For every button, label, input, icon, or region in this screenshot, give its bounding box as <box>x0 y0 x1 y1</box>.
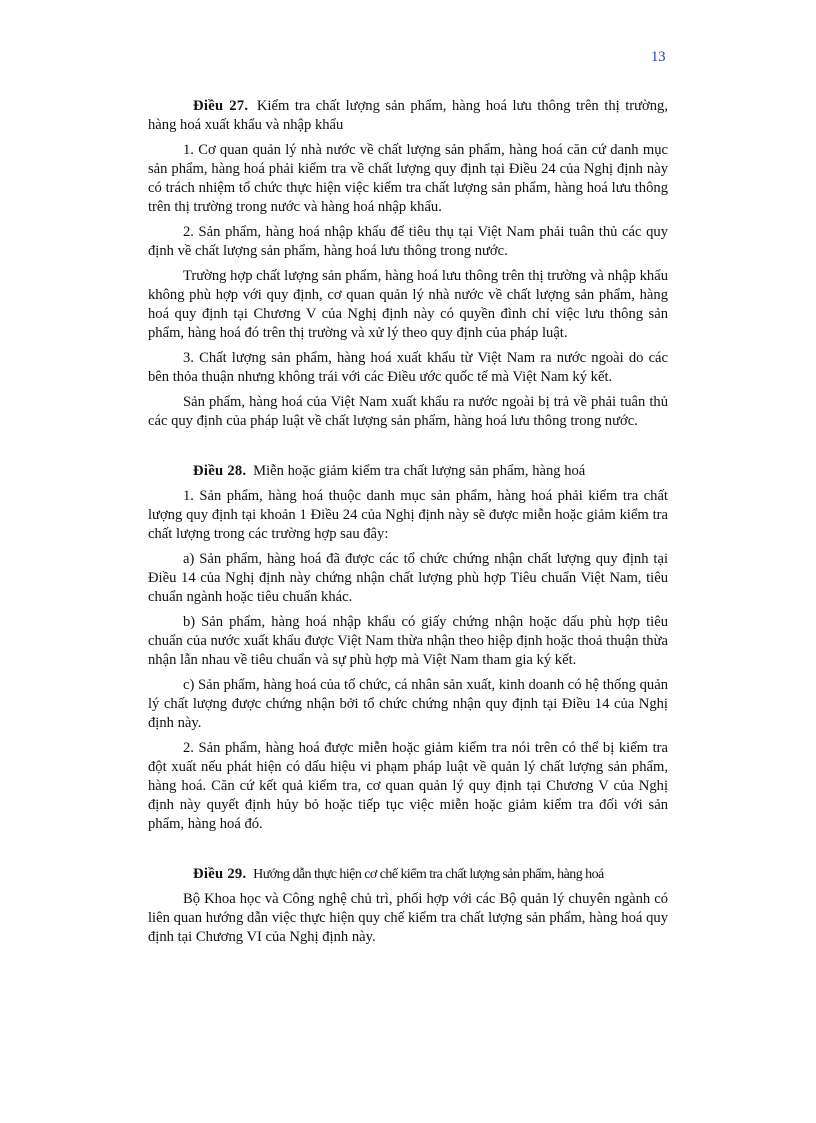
paragraph: 1. Cơ quan quản lý nhà nước về chất lượng sản phẩm, hàng hoá căn cứ danh mục sản phẩm, hàng hoá phải kiểm tra về chất lượng quy định tại Điều 24 của Nghị định này có trách nhiệm tổ chức thực hiện việc kiểm tra chất lượng sản phẩm, hàng hoá lưu thông trên thị trường trong nước và hàng hoá nhập khẩu. <box>148 142 668 215</box>
document-body <box>148 97 668 953</box>
paragraph: Trường hợp chất lượng sản phẩm, hàng hoá lưu thông trên thị trường và nhập khẩu không phù hợp với quy định, cơ quan quản lý nhà nước về chất lượng sản phẩm, hàng hoá quy định tại Chương V của Nghị định này có quyền đình chỉ việc lưu thông sản phẩm, hàng hoá đó trên thị trường và xử lý theo quy định của pháp luật. <box>148 268 668 341</box>
paragraph: 1. Sản phẩm, hàng hoá thuộc danh mục sản phẩm, hàng hoá phải kiểm tra chất lượng quy định tại khoản 1 Điều 24 của Nghị định này sẽ được miễn hoặc giảm kiểm tra chất lượng trong các trường hợp sau đây: <box>148 488 668 542</box>
article-title: Kiểm tra chất lượng sản phẩm, hàng hoá lưu thông trên thị trường, hàng hoá xuất khẩu và nhập khẩu <box>148 98 668 133</box>
article-number: Điều 29. <box>193 866 247 882</box>
paragraph: Bộ Khoa học và Công nghệ chủ trì, phối hợp với các Bộ quản lý chuyên ngành có liên quan hướng dẫn việc thực hiện quy chế kiểm tra chất lượng sản phẩm, hàng hoá quy định tại Chương VI của Nghị định này. <box>148 891 668 945</box>
article-title: Hướng dẫn thực hiện cơ chế kiểm tra chất lượng sản phẩm, hàng hoá <box>253 867 604 882</box>
article-28 <box>148 462 668 834</box>
article-heading <box>148 462 668 481</box>
article-title: Miễn hoặc giảm kiểm tra chất lượng sản phẩm, hàng hoá <box>253 463 586 479</box>
paragraph: a) Sản phẩm, hàng hoá đã được các tổ chức chứng nhận chất lượng quy định tại Điều 14 của Nghị định này chứng nhận chất lượng phù hợp Tiêu chuẩn Việt Nam, tiêu chuẩn ngành hoặc tiêu chuẩn khác. <box>148 551 668 605</box>
article-heading <box>148 97 668 135</box>
article-27 <box>148 97 668 431</box>
paragraph: b) Sản phẩm, hàng hoá nhập khẩu có giấy chứng nhận hoặc dấu phù hợp tiêu chuẩn của nước xuất khẩu được Việt Nam thừa nhận theo hiệp định hoặc thoả thuận thừa nhận lẫn nhau về tiêu chuẩn và sự phù hợp mà Việt Nam tham gia ký kết. <box>148 614 668 668</box>
paragraph: 3. Chất lượng sản phẩm, hàng hoá xuất khẩu từ Việt Nam ra nước ngoài do các bên thỏa thuận nhưng không trái với các Điều ước quốc tế mà Việt Nam ký kết. <box>148 350 668 385</box>
article-number: Điều 27. <box>193 98 249 114</box>
article-29 <box>148 865 668 947</box>
paragraph: c) Sản phẩm, hàng hoá của tổ chức, cá nhân sản xuất, kinh doanh có hệ thống quản lý chất lượng được chứng nhận bởi tổ chức chứng nhận quy định tại Điều 14 của Nghị định này. <box>148 677 668 731</box>
paragraph: 2. Sản phẩm, hàng hoá nhập khẩu để tiêu thụ tại Việt Nam phải tuân thủ các quy định về chất lượng sản phẩm, hàng hoá lưu thông trong nước. <box>148 224 668 259</box>
article-number: Điều 28. <box>193 463 247 479</box>
article-heading <box>148 865 668 884</box>
page-number: 13 <box>651 49 666 65</box>
paragraph: Sản phẩm, hàng hoá của Việt Nam xuất khẩu ra nước ngoài bị trả về phải tuân thủ các quy định của pháp luật về chất lượng sản phẩm, hàng hoá lưu thông trong nước. <box>148 394 668 429</box>
paragraph: 2. Sản phẩm, hàng hoá được miễn hoặc giảm kiểm tra nói trên có thể bị kiểm tra đột xuất nếu phát hiện có dấu hiệu vi phạm pháp luật về quản lý chất lượng sản phẩm, hàng hoá. Căn cứ kết quả kiểm tra, cơ quan quản lý quy định tại Chương V của Nghị định này quyết định hủy bỏ hoặc tiếp tục việc miễn hoặc giảm kiểm tra đối với sản phẩm, hàng hoá đó. <box>148 740 668 832</box>
